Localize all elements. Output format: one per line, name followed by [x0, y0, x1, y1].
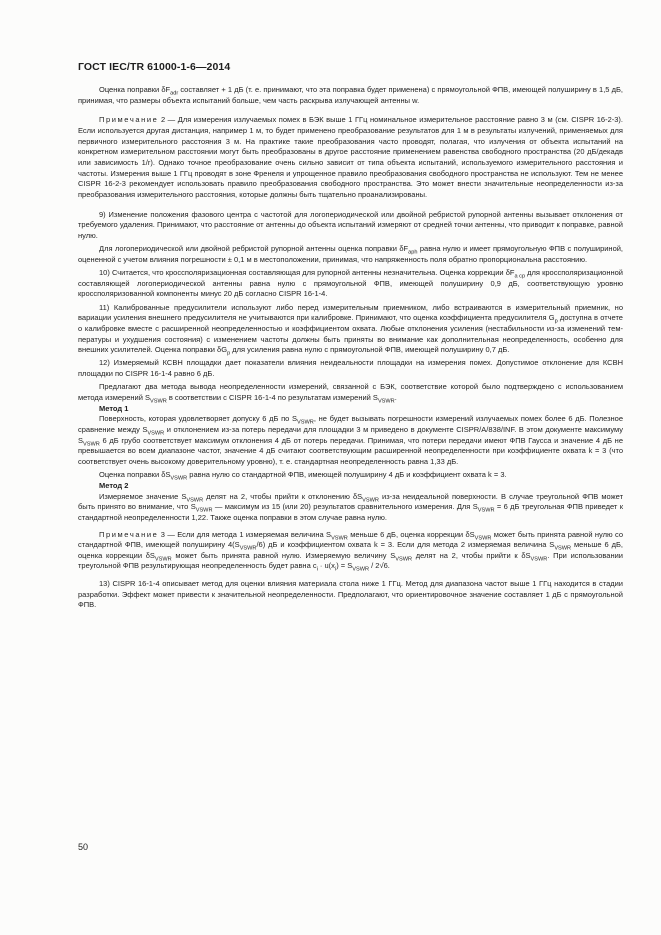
- page-number: 50: [78, 842, 89, 852]
- method-1-text: Поверхность, которая удовлетворяет допуску 6 дБ по $S_{VSWR}$, не будет вызывать погрешности измерений излучаемых помех более 6 дБ. Полезное сравнение между $S_{VSWR}$ и отклонением из-за потерь передачи для площадки 3 м приведено в документе CISPR/A/838/INF. В этом документе максимуму $S_{VSWR}$ 6 дБ грубо соответствует максимум отклонения 4 дБ от потерь передачи. Принимая, что потери передачи имеют ФПВ Гаусса и значение 4 дБ не превышается во всем диапазоне частот, значение 4 дБ считают соответствующим расширенной неопределенности при коэффициенте охвата k = 3 (что соответствует очень высокому доверительному уровню), т. е. стандартная неопределенность равна 1,33 дБ.: [78, 414, 624, 466]
- document-header: ГОСТ IEC/TR 61000-1-6—2014: [78, 61, 231, 73]
- method-2-text: Измеряемое значение $S_{VSWR}$ делят на 2, чтобы прийти к отклонению $\delta S_{VSWR}$ из-за неидеальной поверхности. В случае треугольной ФПВ может быть принято во внимание, что $S_{VSWR}$ — максимум из 15 (или 20) результатов сравнительного измерения. Для $S_{VSWR} = 6$ дБ треугольная ФПВ приведет к стандартной неопределенности 1,22. Также оценка поправки в этом случае равна нулю.: [78, 491, 624, 522]
- item-12: 12) Измеряемый КСВН площадки дает показатели влияния неидеальности площадки на измерения помех. Допустимое отклонение для КСВН площадки по CISPR 16-1-4 равно 6 дБ.: [78, 358, 623, 379]
- item-9: 9) Изменение положения фазового центра с частотой для логопериодической или двойной ребристой рупорной антенны вызывает отклонения от требуемого удаления. Принимают, что расстояние от антенны до объекта испытаний измеряют от средней точки антенны, что приводит к поправке, равной нулю.: [78, 209, 623, 240]
- method-1-heading: Метод 1: [99, 403, 129, 413]
- note-2: Примечание 2 — Для измерения излучаемых помех в БЭК выше 1 ГГц номинальное измерительное расстояние равно 3 м (см. CISPR 16-2-3). Если используется другая дистанция, например 1 м, то будет применено преобразование результатов для 1 м в результаты излучений, применяемых для первичного измерительного расстояния 3 м. На практике такие преобразования часто проводят, полагая, что излучения от объекта испытаний на конкретном измерительном расстоянии могут быть преобразованы в другое расстояние применением равенства свободного пространства (20 дБ/декадв или зависимость 1/r). Однако точное преобразование очень сильно зависит от типа объекта испытаний, используемого измерительного расстояния и частоты. Измерения выше 1 ГГц проводят в зоне Френеля и упрощенное правило преобразования свободного пространства не используют. Тем не менее CISPR 16-2-3 рекомендует использовать правило преобразования свободного пространства. Это может внести значительные неопределенности из-за преобразования измерительного расстояния, которые должны быть тщательно проанализированы.: [78, 115, 623, 199]
- note-3: Примечание 3 — Если для метода 1 измеряемая величина $S_{VSWR}$ меньше 6 дБ, оценка коррекции $\delta S_{VSWR}$ может быть принята равной нулю со стандартной ФПВ, имеющей полуширину $4(S_{VSWR}/6)$ дБ и коэффициентом охвата k = 3. Если для метода 2 измеряемая величина $S_{VSWR}$ меньше 6 дБ, оценка коррекции $\delta S_{VSWR}$ может быть принята равной нулю. Измеряемую величину $S_{VSWR}$ делят на 2, чтобы прийти к $\delta S_{VSWR}$. При использовании треугольной ФПВ результирующая неопределенность будет равна $c_i \cdot u(x_i) = S_{VSWR} / 2√6$.: [78, 529, 623, 573]
- item-13: 13) CISPR 16-1-4 описывает метод для оценки влияния материала стола ниже 1 ГГц. Метод для диапазона частот выше 1 ГГц находится в стадии разработки. Эффект может привести к значительной неопределенности. Предполагают, что ориентировочное значение составляет 1 дБ с прямоугольной ФПВ.: [78, 579, 623, 610]
- item-9-continued: Для логопериодической или двойной ребристой рупорной антенны оценка поправки $\delta F_{aph}$ равна нулю и имеет прямоугольную ФПВ с полушириной, оцененной с учетом влияния погрешности ± 0,1 м в местоположении, принимая, что напряженность поля обратно пропорциональна расстоянию.: [78, 244, 624, 264]
- item-12-methods-intro: Предлагают два метода вывода неопределенности измерений, связанной с БЭК, соответствие которой было подтверждено с использованием метода измерений $S_{VSWR}$ в соответствии с CISPR 16-1-4 по результатам измерений $S_{VSWR}$.: [78, 382, 623, 405]
- item-10: 10) Считается, что кроссполяризационная составляющая для рупорной антенны незначительна. Оценка коррекции $\delta F_{a cp}$ для кроссполяризационной составляющей логопериодической антенны равна нулю с прямоугольной ФПВ, имеющей полуширину 0,9 дБ, соответствующую уровню кроссполяризованной компоненты минус 20 дБ согласно CISPR 16-1-4.: [78, 268, 624, 299]
- page-body: [78, 85, 623, 614]
- method-2-heading: Метод 2: [99, 480, 129, 490]
- item-11: 11) Калиброванные предусилители используют либо перед измерительным приемником, либо встраиваются в измерительный приемник, но вариации усиления внешнего предусилителя не учитываются при калибровке. Принимают, что оценка коэффициента предусилителя $G_p$ доступна в отчете о калибровке вместе с расширенной неопределенностью и коэффициентом охвата. Любые отклонения усиления (нестабильности из-за изменений температуры и ухудшения состояния) с изменением частоты должны быть приняты во внимание как дополнительная неопределенность, особенно для внешних усилителей. Оценка поправки $\delta G_p$ для усиления равна нулю с прямоугольной ФПВ, имеющей полуширину 0,7 дБ.: [78, 302, 623, 357]
- method-1-correction: Оценка поправки $\delta S_{VSWR}$ равна нулю со стандартной ФПВ, имеющей полуширину 4 дБ и коэффициент охвата k = 3.: [99, 470, 507, 482]
- paragraph-adr-correction: Оценка поправки $\delta F_{adr}$ составляет + 1 дБ (т. е. принимают, что эта поправка будет применена) с прямоугольной ФПВ, имеющей полуширину в 1,5 дБ, принимая, что размеры объекта испытаний больше, чем часть раскрыва излучающей антенны w.: [78, 85, 623, 105]
